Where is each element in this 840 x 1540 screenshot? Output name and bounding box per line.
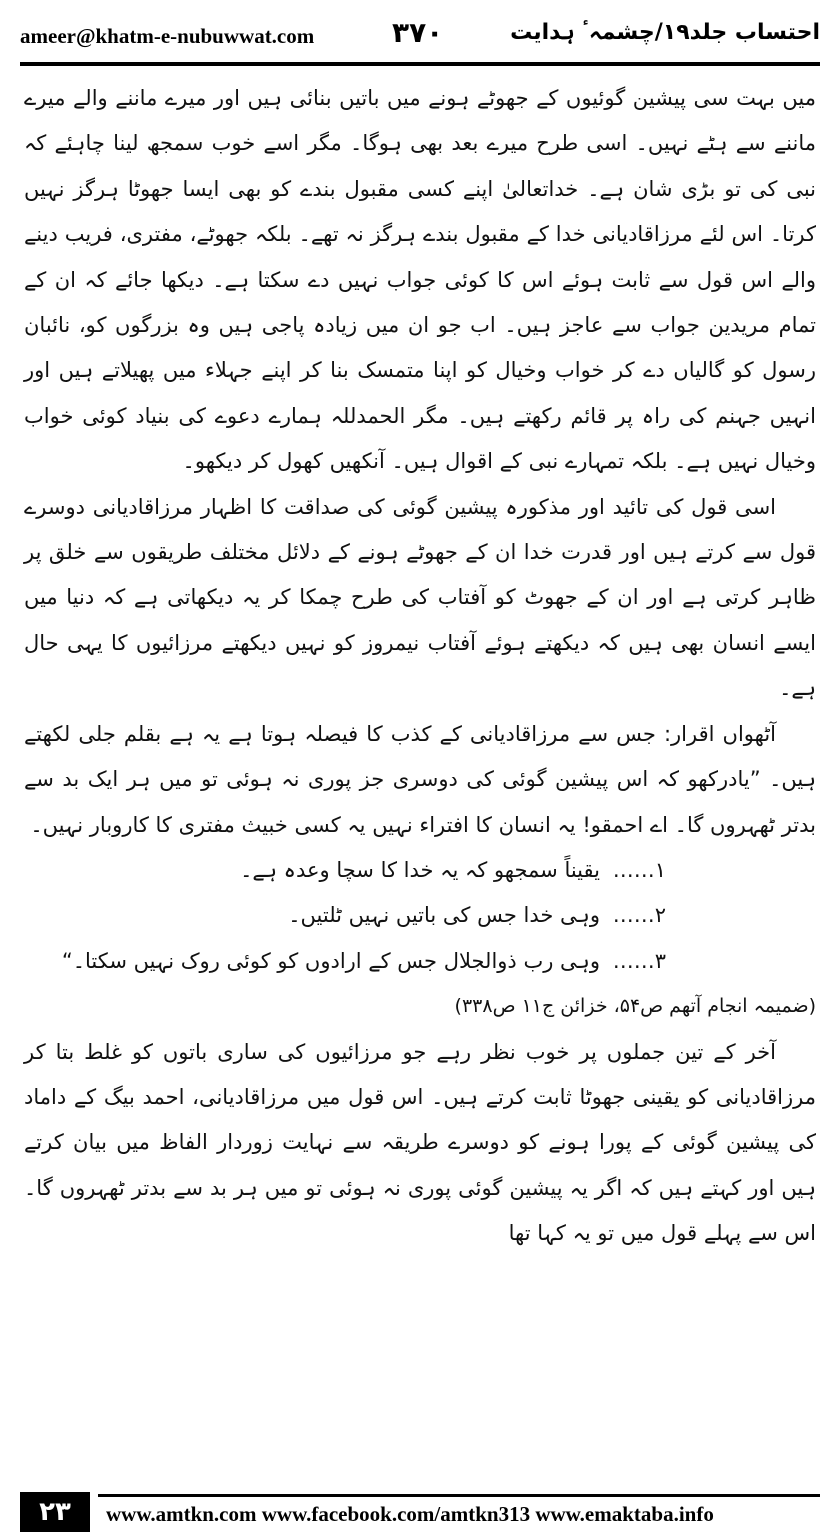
header-rule [20, 62, 820, 66]
footer-page-number: ۲۳ [20, 1492, 90, 1532]
promise-list [24, 848, 816, 984]
list-item-number: ۳…… [612, 948, 666, 973]
paragraph-2: اسی قول کی تائید اور مذکورہ پیشین گوئی کی صداقت کا اظہار مرزاقادیانی دوسرے قول سے کرتے ہیں اور قدرت خدا ان کے جھوٹے ہونے کے دلائل مختلف طریقوں سے خلق پر ظاہر کرتی ہے اور ان کے جھوٹ کو آفتاب کی طرح چمکا کر یہ دیکھاتی ہے کہ دنیا میں ایسے انسان بھی ہیں کہ دیکھتے ہوئے آفتاب نیمروز کو نہیں دیکھتے مرزائیوں کا یہی حال ہے۔ [24, 494, 816, 701]
header-page-number: ۳۷۰ [392, 16, 444, 49]
header-book-title: احتساب جلد۱۹/چشمہٴ ہدایت [510, 20, 820, 45]
page-header [20, 16, 820, 56]
paragraph-3: آٹھواں اقرار: جس سے مرزاقادیانی کے کذب کا فیصلہ ہوتا ہے یہ ہے بقلم جلی لکھتے ہیں۔ ”یادرکھو کہ اس پیشین گوئی کی دوسری جز پوری نہ ہوئی تو میں ہر ایک بد سے بدتر ٹھہروں گا۔ اے احمقو! یہ انسان کا افتراء نہیں یہ کسی خبیث مفتری کا کاروبار نہیں۔ [24, 721, 816, 837]
list-item [24, 848, 816, 893]
header-email: ameer@khatm-e-nubuwwat.com [20, 24, 315, 48]
list-item-number: ۱…… [612, 857, 666, 882]
footer-rule [98, 1494, 820, 1497]
list-item-number: ۲…… [612, 903, 666, 928]
citation-reference: (ضمیمہ انجام آتھم ص۵۴، خزائن ج۱۱ ص۳۳۸) [454, 995, 816, 1018]
page-footer [20, 1494, 820, 1534]
page-body [24, 76, 816, 1257]
list-item-text: وہی خدا جس کی باتیں نہیں ٹلتیں۔ [288, 903, 600, 928]
list-item-text: یقیناً سمجھو کہ یہ خدا کا سچا وعدہ ہے۔ [240, 857, 600, 882]
footer-website-links: www.amtkn.com www.facebook.com/amtkn313 www.emaktaba.info [106, 1502, 714, 1526]
list-item [24, 893, 816, 938]
list-item-text: وہی رب ذوالجلال جس کے ارادوں کو کوئی روک نہیں سکتا۔“ [61, 948, 600, 973]
list-item [24, 939, 816, 984]
paragraph-1: میں بہت سی پیشین گوئیوں کے جھوٹے ہونے میں باتیں بنائی ہیں اور میرے ماننے والے میرے ماننے سے ہٹے نہیں۔ اسی طرح میرے بعد بھی ہوگا۔ مگر اسے خوب سمجھ لینا چاہئے کہ نبی کی تو بڑی شان ہے۔ خداتعالیٰ اپنے کسی مقبول بندے کو بھی ایسا جھوٹا ہرگز نہیں کرتا۔ اس لئے مرزاقادیانی خدا کے مقبول بندے ہرگز نہ تھے۔ بلکہ جھوٹے، مفتری، فریب دینے والے اس قول سے ثابت ہوئے اس کا کوئی جواب نہیں دے سکتا ہے۔ دیکھا جائے کہ ان کے تمام مریدین جواب سے عاجز ہیں۔ اب جو ان میں زیادہ پاجی ہیں وہ بزرگوں کو، نائبان رسول کو گالیاں دے کر خواب وخیال کو اپنا متمسک بنا کر اپنے جہلاء میں پھیلاتے ہیں اور انہیں جہنم کی راہ پر قائم رکھتے ہیں۔ مگر الحمدللہ ہمارے دعوے کی بنیاد کوئی خواب وخیال نہیں ہے۔ بلکہ تمہارے نبی کے اقوال ہیں۔ آنکھیں کھول کر دیکھو۔ [24, 86, 816, 474]
closing-paragraph: آخر کے تین جملوں پر خوب نظر رہے جو مرزائیوں کی ساری باتوں کو غلط بتا کر مرزاقادیانی کو یقینی جھوٹا ثابت کرتے ہیں۔ اس قول میں مرزاقادیانی، احمد بیگ کے داماد کی پیشین گوئی کے پورا ہونے کو دوسرے طریقہ سے نہایت زوردار الفاظ میں بیان کرتے ہیں اور کہتے ہیں کہ اگر یہ پیشین گوئی پوری نہ ہوئی تو میں ہر بد سے بدتر ٹھہروں گا۔ اس سے پہلے قول میں تو یہ کہا تھا [24, 1039, 816, 1246]
